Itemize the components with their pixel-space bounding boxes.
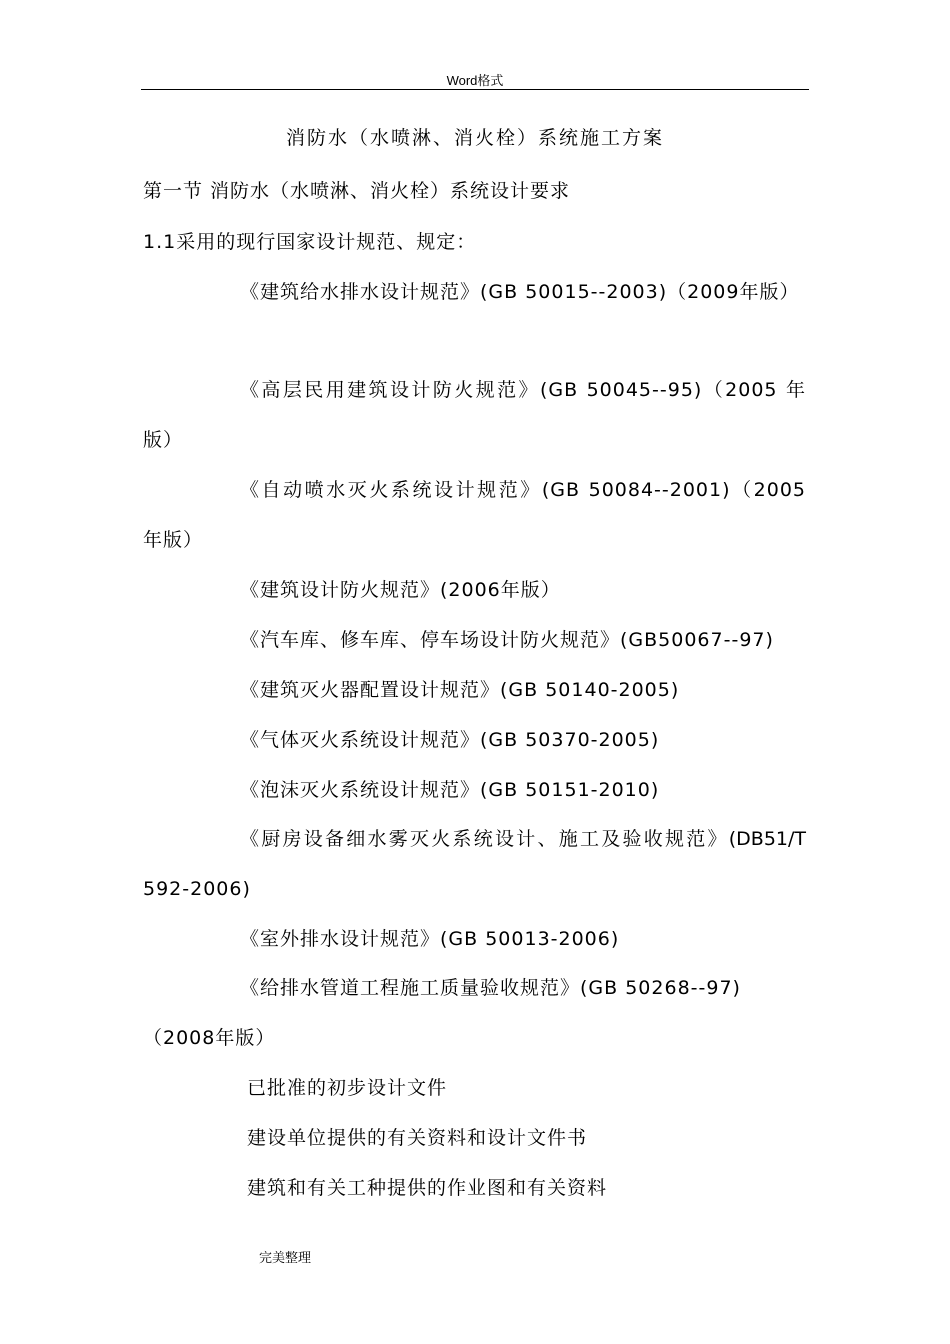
reference-document: 建设单位提供的有关资料和设计文件书 — [247, 1127, 588, 1149]
header-divider — [141, 89, 809, 90]
section-heading: 第一节 消防水（水喷淋、消火栓）系统设计要求 — [143, 180, 571, 202]
reference-document: 建筑和有关工种提供的作业图和有关资料 — [247, 1177, 608, 1199]
page-footer: 完美整理 — [259, 1251, 312, 1266]
standard-item: 《给排水管道工程施工质量验收规范》(GB 50268--97) — [240, 977, 741, 999]
standard-item: 《建筑给水排水设计规范》(GB 50015--2003)（2009年版） — [240, 281, 800, 303]
standard-item: 《气体灭火系统设计规范》(GB 50370-2005) — [240, 729, 660, 751]
standard-item-continued: 版） — [143, 429, 184, 451]
standard-item: 《厨房设备细水雾灭火系统设计、施工及验收规范》(DB51/T — [240, 828, 806, 850]
standard-item: 《建筑灭火器配置设计规范》(GB 50140-2005) — [240, 679, 680, 701]
standard-item-continued: 592-2006) — [143, 878, 251, 900]
standard-item-continued: （2008年版） — [143, 1027, 276, 1049]
standard-item: 《室外排水设计规范》(GB 50013-2006) — [240, 928, 620, 950]
standard-item: 《泡沫灭火系统设计规范》(GB 50151-2010) — [240, 779, 660, 801]
standard-item: 《汽车库、修车库、停车场设计防火规范》(GB50067--97) — [240, 629, 774, 651]
subsection-heading: 1.1采用的现行国家设计规范、规定： — [143, 231, 477, 253]
standard-item: 《高层民用建筑设计防火规范》(GB 50045--95)（2005 年 — [240, 379, 806, 401]
page-header: Word格式 — [446, 73, 504, 88]
document-title: 消防水（水喷淋、消火栓）系统施工方案 — [285, 127, 664, 149]
reference-document: 已批准的初步设计文件 — [247, 1077, 448, 1099]
standard-item-continued: 年版） — [143, 529, 204, 551]
standard-item: 《自动喷水灭火系统设计规范》(GB 50084--2001)（2005 — [240, 479, 806, 501]
standard-item: 《建筑设计防火规范》(2006年版） — [240, 579, 561, 601]
